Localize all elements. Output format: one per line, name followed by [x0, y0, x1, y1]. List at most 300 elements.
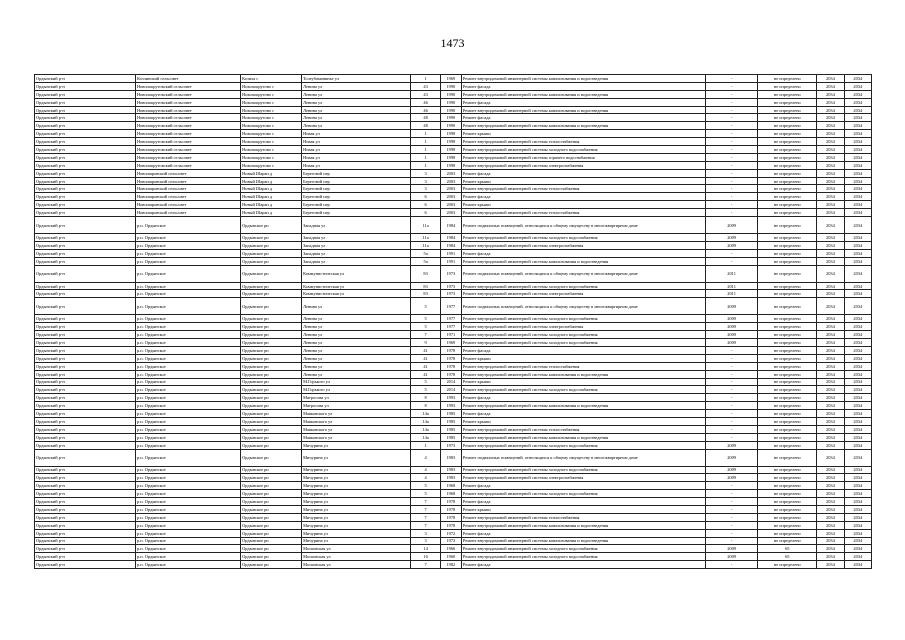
table-cell: 1990	[440, 114, 461, 122]
table-cell: Ордынский р-н	[35, 282, 136, 290]
table-cell: 2034	[817, 217, 844, 234]
table-cell: Ремонт внутридомовой инженерной системы канализования и водоотведения	[461, 433, 705, 441]
table-cell: Новопокрутовский сельсовет	[135, 98, 240, 106]
table-cell: Новошаровский сельсовет	[135, 185, 240, 193]
table-cell: Ремонт внутридомовой инженерной системы канализования и водоотведения	[461, 537, 705, 545]
table-cell: Ремонт внутридомовой инженерной системы горячего водоснабжения	[461, 153, 705, 161]
table-cell: Западная ул	[302, 217, 411, 234]
table-cell: Ордынский р-н	[35, 249, 136, 257]
table-cell: 41	[411, 354, 440, 362]
table-cell: 2034	[817, 114, 844, 122]
table-cell: 2034	[817, 82, 844, 90]
table-cell: 2034	[844, 529, 871, 537]
table-cell: 2003	[440, 201, 461, 209]
table-cell: Новопокрутовский сельсовет	[135, 146, 240, 154]
table-row	[35, 169, 872, 177]
table-cell: Ордынский р-н	[35, 201, 136, 209]
table-cell: 1978	[440, 505, 461, 513]
table-cell: не определено	[758, 331, 817, 339]
table-row	[35, 75, 872, 83]
table-cell: 1	[411, 161, 440, 169]
table-cell: Новошаровский сельсовет	[135, 169, 240, 177]
table-cell: Ремонт фасада	[461, 394, 705, 402]
table-cell: не определено	[758, 249, 817, 257]
table-row	[35, 265, 872, 282]
table-cell: Ремонт внутридомовой инженерной системы холодного водоснабжения	[461, 339, 705, 347]
table-cell: Ордынское рп	[241, 561, 302, 569]
table-cell: -	[705, 153, 758, 161]
table-cell: -	[705, 130, 758, 138]
table-cell: Мичурина ул	[302, 505, 411, 513]
table-row	[35, 298, 872, 315]
table-cell: 2034	[844, 169, 871, 177]
table-cell: Ремонт подвальных помещений, относящихся к общему имуществу в многоквартирном доме	[461, 298, 705, 315]
table-row	[35, 241, 872, 249]
table-cell: Новый Шарап д	[241, 201, 302, 209]
table-cell: Ордынское рп	[241, 410, 302, 418]
table-cell: 1972	[440, 529, 461, 537]
table-cell: -	[705, 161, 758, 169]
table-cell: Ордынский р-н	[35, 153, 136, 161]
table-cell: Ремонт внутридомовой инженерной системы канализования и водоотведения	[461, 257, 705, 265]
table-cell: Береговой пер	[302, 201, 411, 209]
table-cell: Ордынское рп	[241, 513, 302, 521]
table-cell: Ордынский р-н	[35, 169, 136, 177]
table-cell: -	[705, 433, 758, 441]
table-cell: 2009	[705, 449, 758, 466]
table-cell: Новая ул	[302, 161, 411, 169]
table-cell: Ордынский р-н	[35, 75, 136, 83]
table-cell: -	[705, 75, 758, 83]
table-cell: не определено	[758, 441, 817, 449]
table-cell: Ордынский р-н	[35, 362, 136, 370]
table-cell: Московская ул	[302, 545, 411, 553]
table-cell: 2034	[844, 339, 871, 347]
table-cell: 2034	[817, 331, 844, 339]
table-cell: 2003	[440, 177, 461, 185]
table-cell: Ордынское рп	[241, 298, 302, 315]
table-cell: Ремонт внутридомовой инженерной системы теплоснабжения	[461, 425, 705, 433]
table-row	[35, 346, 872, 354]
table-row	[35, 466, 872, 474]
table-cell: 2034	[844, 545, 871, 553]
table-cell: Ордынское рп	[241, 290, 302, 298]
table-cell: 2034	[817, 290, 844, 298]
table-cell: 2034	[817, 529, 844, 537]
table-cell: 2009	[705, 331, 758, 339]
table-cell: Ремонт подвальных помещений, относящихся к общему имуществу в многоквартирном доме	[461, 265, 705, 282]
table-cell: 2034	[817, 241, 844, 249]
table-cell: Новошаровский сельсовет	[135, 177, 240, 185]
table-cell: Ордынский р-н	[35, 466, 136, 474]
table-cell: 1983	[440, 474, 461, 482]
table-cell: Маяковского ул	[302, 417, 411, 425]
table-cell: не определено	[758, 82, 817, 90]
table-cell: 2009	[705, 339, 758, 347]
table-cell: р.п. Ордынское	[135, 433, 240, 441]
table-cell: -	[705, 537, 758, 545]
table-cell: 2009	[705, 241, 758, 249]
table-cell: 2034	[817, 378, 844, 386]
table-cell: 1978	[440, 354, 461, 362]
table-cell: Новопокрутовский сельсовет	[135, 122, 240, 130]
table-cell: 3	[411, 537, 440, 545]
table-cell: Новопокрутовский сельсовет	[135, 161, 240, 169]
table-cell: 7	[411, 513, 440, 521]
table-cell: 2034	[817, 315, 844, 323]
table-cell: Козлинский сельсовет	[135, 75, 240, 83]
table-cell: Ремонт фасада	[461, 169, 705, 177]
table-cell: Ремонт внутридомовой инженерной системы холодного водоснабжения	[461, 553, 705, 561]
table-cell: Ремонт крыши	[461, 201, 705, 209]
table-cell: 1973	[440, 441, 461, 449]
table-cell: 7	[411, 521, 440, 529]
table-cell: 1968	[440, 490, 461, 498]
table-cell: Ордынский р-н	[35, 90, 136, 98]
table-cell: -	[705, 90, 758, 98]
table-cell: 1966	[440, 545, 461, 553]
table-cell: 1984	[440, 241, 461, 249]
table-cell: Ленина ул	[302, 346, 411, 354]
table-cell: Ленина ул	[302, 339, 411, 347]
table-cell: 7	[411, 331, 440, 339]
table-cell: Ордынский р-н	[35, 505, 136, 513]
table-cell: не определено	[758, 386, 817, 394]
table-cell: 7	[411, 561, 440, 569]
table-cell: 2034	[844, 234, 871, 242]
table-cell: -	[705, 177, 758, 185]
table-row	[35, 323, 872, 331]
table-cell: Ордынский р-н	[35, 265, 136, 282]
table-cell: 2034	[817, 362, 844, 370]
table-cell: 1977	[440, 315, 461, 323]
table-cell: Ордынское рп	[241, 425, 302, 433]
table-cell: р.п. Ордынское	[135, 561, 240, 569]
table-cell: -	[705, 249, 758, 257]
table-cell: 5а	[411, 249, 440, 257]
table-cell: р.п. Ордынское	[135, 425, 240, 433]
table-cell: 2034	[817, 122, 844, 130]
table-cell: Ордынский р-н	[35, 441, 136, 449]
table-cell: не определено	[758, 153, 817, 161]
table-cell: не определено	[758, 209, 817, 217]
table-cell: 1984	[440, 234, 461, 242]
table-row	[35, 402, 872, 410]
table-cell: Ордынское рп	[241, 417, 302, 425]
table-cell: 83	[411, 282, 440, 290]
table-cell: Ремонт фасада	[461, 114, 705, 122]
table-cell: р.п. Ордынское	[135, 545, 240, 553]
table-cell: Ремонт внутридомовой инженерной системы холодного водоснабжения	[461, 545, 705, 553]
table-cell: 5	[411, 315, 440, 323]
table-cell: Ордынский р-н	[35, 290, 136, 298]
table-cell: Ордынский р-н	[35, 490, 136, 498]
table-cell: 2034	[844, 354, 871, 362]
table-cell: 2034	[817, 417, 844, 425]
table-cell: Ремонт фасада	[461, 410, 705, 418]
table-cell: Ремонт внутридомовой инженерной системы канализования и водоотведения	[461, 75, 705, 83]
table-cell: 11а	[411, 241, 440, 249]
table-cell: Ремонт внутридомовой инженерной системы холодного водоснабжения	[461, 234, 705, 242]
table-row	[35, 362, 872, 370]
table-cell: 2034	[844, 490, 871, 498]
table-cell: 46	[411, 106, 440, 114]
table-cell: 4	[411, 449, 440, 466]
table-cell: 11а	[411, 234, 440, 242]
table-cell: 2034	[817, 257, 844, 265]
table-cell: 2034	[844, 153, 871, 161]
table-cell: Новопокрутовский сельсовет	[135, 106, 240, 114]
table-cell: Ордынский р-н	[35, 177, 136, 185]
table-cell: 1969	[440, 75, 461, 83]
table-cell: 2034	[844, 346, 871, 354]
table-cell: Ордынский р-н	[35, 378, 136, 386]
table-cell: р.п. Ордынское	[135, 466, 240, 474]
table-cell: р.п. Ордынское	[135, 331, 240, 339]
table-cell: Береговой пер	[302, 209, 411, 217]
table-cell: 2034	[844, 217, 871, 234]
table-cell: Ордынский р-н	[35, 545, 136, 553]
table-cell: Ремонт внутридомовой инженерной системы холодного водоснабжения	[461, 490, 705, 498]
table-cell: 1969	[440, 339, 461, 347]
table-row	[35, 370, 872, 378]
table-cell: 1	[411, 75, 440, 83]
table-cell: Ордынский р-н	[35, 474, 136, 482]
table-cell: 2009	[705, 217, 758, 234]
table-row	[35, 257, 872, 265]
table-cell: Ордынский р-н	[35, 425, 136, 433]
table-cell: Ремонт внутридомовой инженерной системы теплоснабжения	[461, 362, 705, 370]
table-cell: Ордынский р-н	[35, 561, 136, 569]
table-cell: 2034	[844, 130, 871, 138]
table-cell: Ордынский р-н	[35, 241, 136, 249]
table-cell: р.п. Ордынское	[135, 217, 240, 234]
table-row	[35, 339, 872, 347]
table-cell: Ордынский р-н	[35, 193, 136, 201]
table-cell: Ремонт подвальных помещений, относящихся к общему имуществу в многоквартирном доме	[461, 217, 705, 234]
table-cell: 2034	[817, 561, 844, 569]
table-cell: 6	[411, 193, 440, 201]
table-cell: Московская ул	[302, 561, 411, 569]
table-cell: Ордынское рп	[241, 482, 302, 490]
table-cell: Ордынское рп	[241, 323, 302, 331]
table-cell: 1985	[440, 410, 461, 418]
table-cell: 46	[411, 98, 440, 106]
table-cell: Ордынский р-н	[35, 106, 136, 114]
table-cell: Ордынское рп	[241, 346, 302, 354]
table-cell: Ремонт внутридомовой инженерной системы канализования и водоотведения	[461, 521, 705, 529]
table-cell: Ленина ул	[302, 106, 411, 114]
table-cell: Ордынский р-н	[35, 217, 136, 234]
table-cell: Ордынский р-н	[35, 529, 136, 537]
table-row	[35, 185, 872, 193]
table-cell: 5	[411, 386, 440, 394]
table-cell: р.п. Ордынское	[135, 378, 240, 386]
table-cell: Маяковского ул	[302, 410, 411, 418]
table-cell: Западная ул	[302, 257, 411, 265]
table-cell: 1985	[440, 425, 461, 433]
table-cell: 1990	[440, 90, 461, 98]
table-cell: 2014	[440, 378, 461, 386]
table-cell: не определено	[758, 482, 817, 490]
table-cell: не определено	[758, 241, 817, 249]
table-cell: 5	[411, 298, 440, 315]
table-cell: 2034	[844, 146, 871, 154]
table-cell: 5	[411, 323, 440, 331]
table-cell: Ремонт фасада	[461, 193, 705, 201]
table-cell: Ремонт внутридомовой инженерной системы электроснабжения	[461, 241, 705, 249]
table-cell: 2009	[705, 323, 758, 331]
table-cell: 2034	[844, 537, 871, 545]
table-cell: Ремонт внутридомовой инженерной системы канализования и водоотведения	[461, 106, 705, 114]
table-cell: Новопокрутово с	[241, 146, 302, 154]
table-cell: Ордынское рп	[241, 394, 302, 402]
table-cell: Ордынский р-н	[35, 122, 136, 130]
table-cell: Мичурина ул	[302, 521, 411, 529]
table-cell: 2034	[844, 106, 871, 114]
table-row	[35, 474, 872, 482]
table-cell: Ордынское рп	[241, 354, 302, 362]
table-cell: -	[705, 346, 758, 354]
table-cell: 2034	[844, 386, 871, 394]
table-cell: 1973	[440, 265, 461, 282]
table-cell: 4	[411, 466, 440, 474]
table-cell: Ордынский р-н	[35, 553, 136, 561]
table-cell: 2034	[844, 521, 871, 529]
table-cell: не определено	[758, 529, 817, 537]
table-cell: р.п. Ордынское	[135, 265, 240, 282]
table-cell: 3	[411, 529, 440, 537]
table-cell: Ордынский р-н	[35, 513, 136, 521]
table-cell: р.п. Ордынское	[135, 290, 240, 298]
table-cell: Коммунистическая ул	[302, 265, 411, 282]
table-row	[35, 114, 872, 122]
table-cell: р.п. Ордынское	[135, 553, 240, 561]
table-cell: Новый Шарап д	[241, 209, 302, 217]
table-row	[35, 217, 872, 234]
table-cell: р.п. Ордынское	[135, 354, 240, 362]
table-cell: 2034	[817, 433, 844, 441]
table-cell: не определено	[758, 234, 817, 242]
table-cell: Ордынский р-н	[35, 449, 136, 466]
table-cell: 2034	[817, 498, 844, 506]
table-cell: 2034	[817, 490, 844, 498]
table-cell: 2034	[817, 130, 844, 138]
table-cell: 2034	[844, 185, 871, 193]
table-row	[35, 410, 872, 418]
table-cell: 14а	[411, 410, 440, 418]
table-cell: Козиха с	[241, 75, 302, 83]
table-cell: не определено	[758, 339, 817, 347]
table-cell: Ордынский р-н	[35, 331, 136, 339]
table-cell: 2034	[817, 177, 844, 185]
table-row	[35, 354, 872, 362]
table-cell: -	[705, 201, 758, 209]
table-cell: Ленина ул	[302, 370, 411, 378]
table-cell: 2034	[817, 545, 844, 553]
table-cell: 2034	[817, 98, 844, 106]
table-cell: Ремонт внутридомовой инженерной системы холодного водоснабжения	[461, 282, 705, 290]
table-cell: 2034	[817, 201, 844, 209]
table-cell: Ремонт внутридомовой инженерной системы холодного водоснабжения	[461, 315, 705, 323]
table-cell: 3	[411, 185, 440, 193]
table-cell: 1990	[440, 98, 461, 106]
table-cell: 2011	[705, 282, 758, 290]
table-row	[35, 331, 872, 339]
table-cell: р.п. Ордынское	[135, 482, 240, 490]
table-cell: Толеубаманинье ул	[302, 75, 411, 83]
table-cell: -	[705, 209, 758, 217]
table-cell: Ордынский р-н	[35, 98, 136, 106]
table-cell: 2014	[440, 386, 461, 394]
table-cell: не определено	[758, 217, 817, 234]
table-cell: не определено	[758, 394, 817, 402]
table-cell: не определено	[758, 466, 817, 474]
table-cell: Ордынский р-н	[35, 114, 136, 122]
table-cell: 1985	[440, 433, 461, 441]
table-cell: 2034	[844, 331, 871, 339]
table-cell: р.п. Ордынское	[135, 402, 240, 410]
table-row	[35, 482, 872, 490]
table-cell: 1982	[440, 561, 461, 569]
table-cell: 1972	[440, 537, 461, 545]
table-cell: 1983	[440, 449, 461, 466]
table-cell: не определено	[758, 138, 817, 146]
table-cell: Мичурина ул	[302, 482, 411, 490]
table-cell: Новошаровский сельсовет	[135, 201, 240, 209]
table-cell: Ордынский р-н	[35, 323, 136, 331]
table-cell: М.Горького ул	[302, 378, 411, 386]
table-cell: Новопокрутово с	[241, 114, 302, 122]
table-cell: Ремонт фасада	[461, 529, 705, 537]
table-cell: не определено	[758, 521, 817, 529]
table-cell: -	[705, 425, 758, 433]
table-cell: 2034	[844, 402, 871, 410]
table-cell: Ленина ул	[302, 315, 411, 323]
table-row	[35, 513, 872, 521]
table-cell: Мичурина ул	[302, 490, 411, 498]
table-cell: 2034	[817, 474, 844, 482]
table-cell: 2034	[817, 298, 844, 315]
table-cell: Ордынское рп	[241, 433, 302, 441]
table-cell: 2034	[817, 106, 844, 114]
table-cell: 3	[411, 169, 440, 177]
table-cell: 1990	[440, 82, 461, 90]
table-cell: Береговой пер	[302, 185, 411, 193]
table-cell: 1978	[440, 498, 461, 506]
table-cell: 7	[411, 498, 440, 506]
table-cell: -	[705, 193, 758, 201]
table-cell: 2034	[817, 370, 844, 378]
table-cell: -	[705, 386, 758, 394]
table-cell: Матросова ул	[302, 402, 411, 410]
table-cell: -	[705, 354, 758, 362]
table-cell: р.п. Ордынское	[135, 513, 240, 521]
table-cell: Ордынский р-н	[35, 402, 136, 410]
table-cell: Новая ул	[302, 130, 411, 138]
table-cell: р.п. Ордынское	[135, 323, 240, 331]
table-cell: Мичурина ул	[302, 498, 411, 506]
table-cell: М.Горького ул	[302, 386, 411, 394]
table-cell: не определено	[758, 561, 817, 569]
table-row	[35, 378, 872, 386]
table-cell: р.п. Ордынское	[135, 249, 240, 257]
table-row	[35, 138, 872, 146]
table-cell: не определено	[758, 315, 817, 323]
table-cell: Ремонт фасада	[461, 561, 705, 569]
table-cell: -	[705, 529, 758, 537]
table-cell: -	[705, 185, 758, 193]
